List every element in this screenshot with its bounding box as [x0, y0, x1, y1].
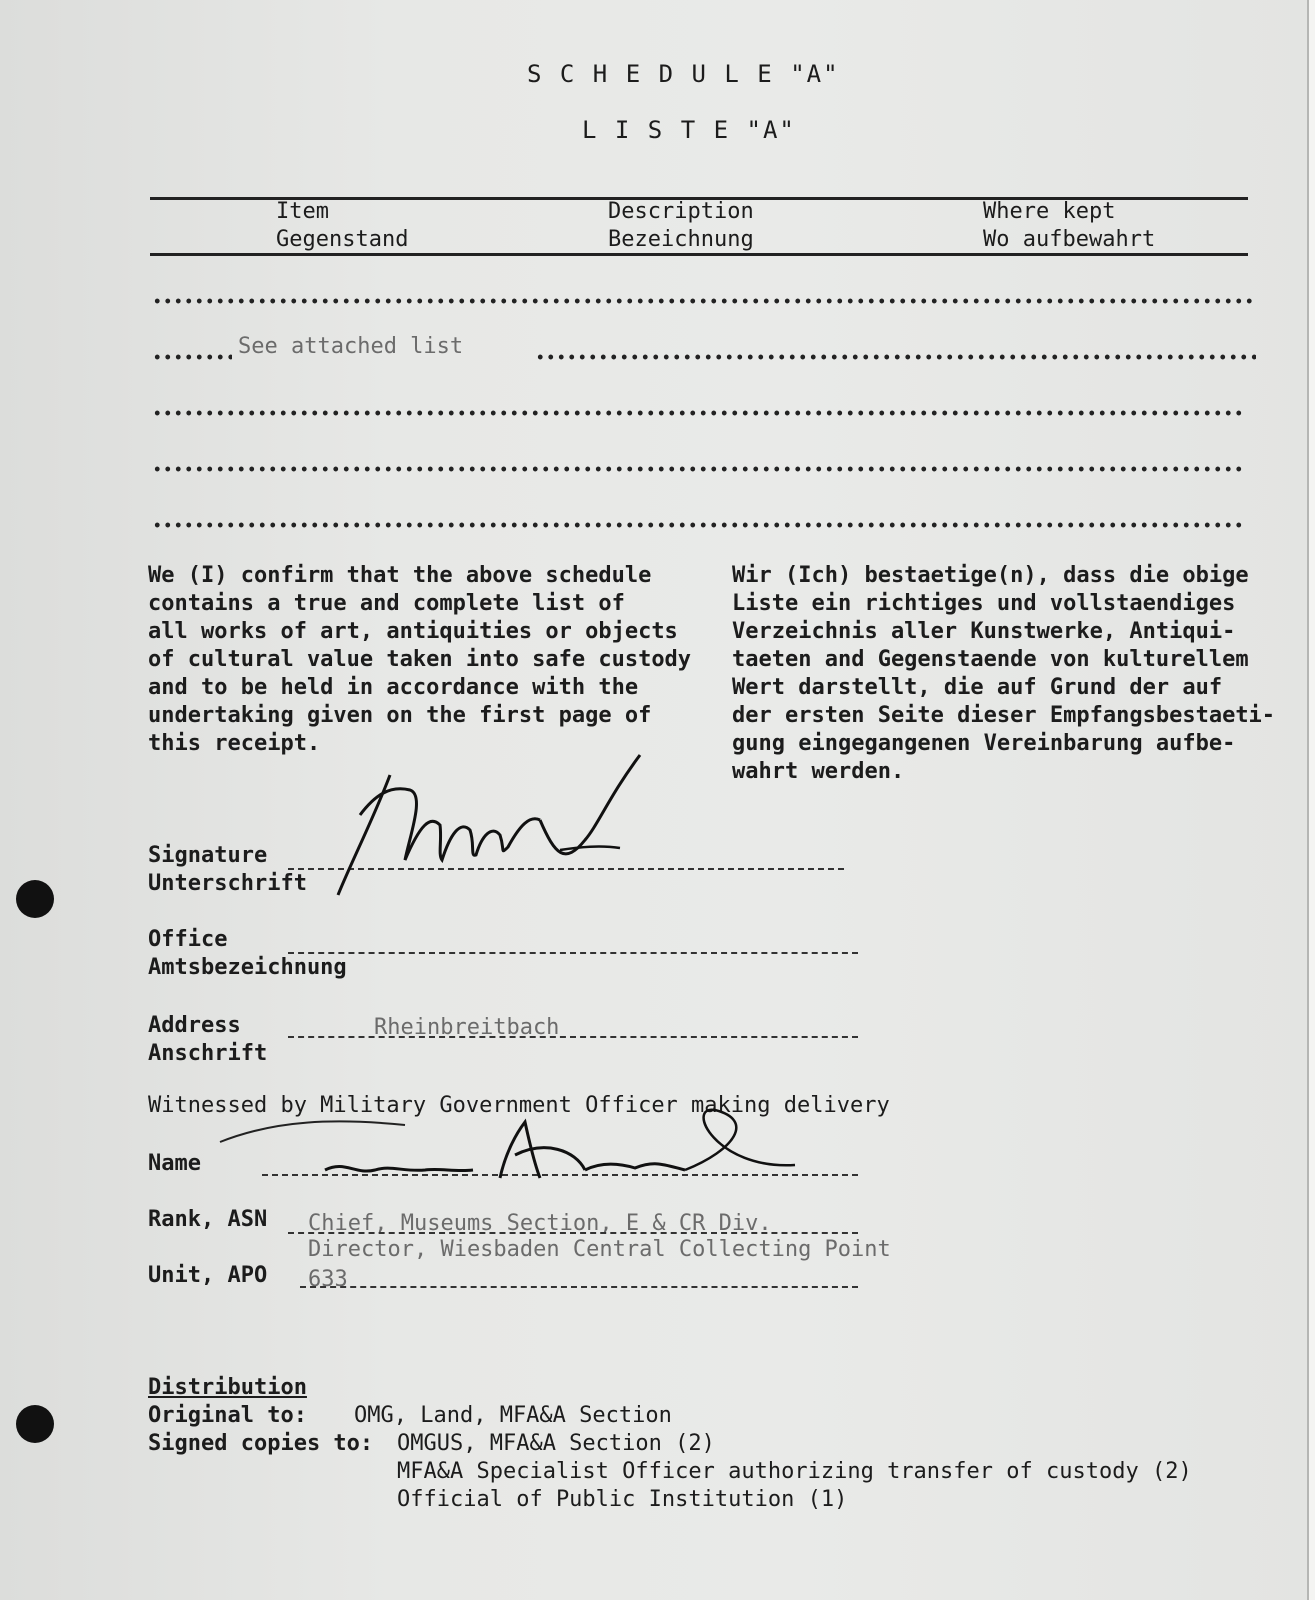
witness-statement: Witnessed by Military Government Officer making delivery [148, 1093, 890, 1118]
address-value: Rheinbreitbach [374, 1015, 560, 1040]
signature-label: Signature [148, 843, 268, 868]
confirmation-de-line: Wert darstellt, die auf Grund der auf [732, 675, 1223, 700]
rank-line [288, 1232, 858, 1234]
original-label: Original to: [148, 1403, 307, 1428]
witness-signature [215, 1110, 815, 1195]
punch-hole [16, 1405, 54, 1443]
punch-hole [16, 880, 54, 918]
dotted-row [152, 522, 1246, 528]
confirmation-en-line: undertaking given on the first page of [148, 703, 652, 728]
signed-copies-item: MFA&A Specialist Officer authorizing transfer of custody (2) [397, 1459, 1192, 1484]
liste-title: L I S T E "A" [582, 116, 796, 144]
dotted-row [152, 410, 1246, 416]
confirmation-en-line: of cultural value taken into safe custody [148, 647, 692, 672]
office-line [288, 952, 858, 954]
confirmation-de-line: taeten and Gegenstaende von kulturellem [732, 647, 1249, 672]
handwritten-signature [330, 755, 660, 905]
address-line [288, 1036, 858, 1038]
header-item-en: Item [276, 199, 329, 224]
unit-value: 633 [308, 1267, 348, 1292]
address-label: Address [148, 1013, 241, 1038]
confirmation-en-line: We (I) confirm that the above schedule [148, 563, 652, 588]
confirmation-en-line: contains a true and complete list of [148, 591, 625, 616]
confirmation-en-line: all works of art, antiquities or objects [148, 619, 678, 644]
office-label: Office [148, 927, 228, 952]
distribution-heading: Distribution [148, 1375, 307, 1400]
director-line: Director, Wiesbaden Central Collecting Point [308, 1237, 891, 1262]
unit-label: Unit, APO [148, 1263, 268, 1288]
original-value: OMG, Land, MFA&A Section [354, 1403, 672, 1428]
signed-copies-label: Signed copies to: [148, 1431, 374, 1456]
confirmation-de-line: wahrt werden. [732, 759, 905, 784]
rank-label: Rank, ASN [148, 1207, 268, 1232]
schedule-title: S C H E D U L E "A" [527, 60, 840, 88]
header-item-de: Gegenstand [276, 227, 409, 252]
confirmation-en-line: and to be held in accordance with the [148, 675, 639, 700]
dotted-row [152, 298, 1256, 304]
dotted-row-lead [152, 354, 232, 360]
signed-copies-item: Official of Public Institution (1) [397, 1487, 848, 1512]
header-where-de: Wo aufbewahrt [983, 227, 1156, 252]
header-description-en: Description [608, 199, 754, 224]
office-label-de: Amtsbezeichnung [148, 955, 347, 980]
name-label: Name [148, 1151, 201, 1176]
confirmation-de-line: Verzeichnis aller Kunstwerke, Antiqui- [732, 619, 1236, 644]
confirmation-en-line: this receipt. [148, 731, 321, 756]
confirmation-de-line: der ersten Seite dieser Empfangsbestaeti- [732, 703, 1276, 728]
unit-line [300, 1286, 858, 1288]
confirmation-de-line: gung eingegangenen Vereinbarung aufbe- [732, 731, 1236, 756]
table-entry: See attached list [238, 334, 464, 359]
rank-value: Chief, Museums Section, E & CR Div. [308, 1211, 772, 1236]
header-description-de: Bezeichnung [608, 227, 754, 252]
dotted-row-tail [535, 354, 1256, 360]
page-edge [1307, 0, 1315, 1600]
address-label-de: Anschrift [148, 1041, 268, 1066]
signature-label-de: Unterschrift [148, 871, 307, 896]
table-header-rule [150, 253, 1248, 256]
header-where-en: Where kept [983, 199, 1116, 224]
confirmation-de-line: Liste ein richtiges und vollstaendiges [732, 591, 1236, 616]
signed-copies-item: OMGUS, MFA&A Section (2) [397, 1431, 715, 1456]
confirmation-de-line: Wir (Ich) bestaetige(n), dass die obige [732, 563, 1249, 588]
dotted-row [152, 466, 1246, 472]
